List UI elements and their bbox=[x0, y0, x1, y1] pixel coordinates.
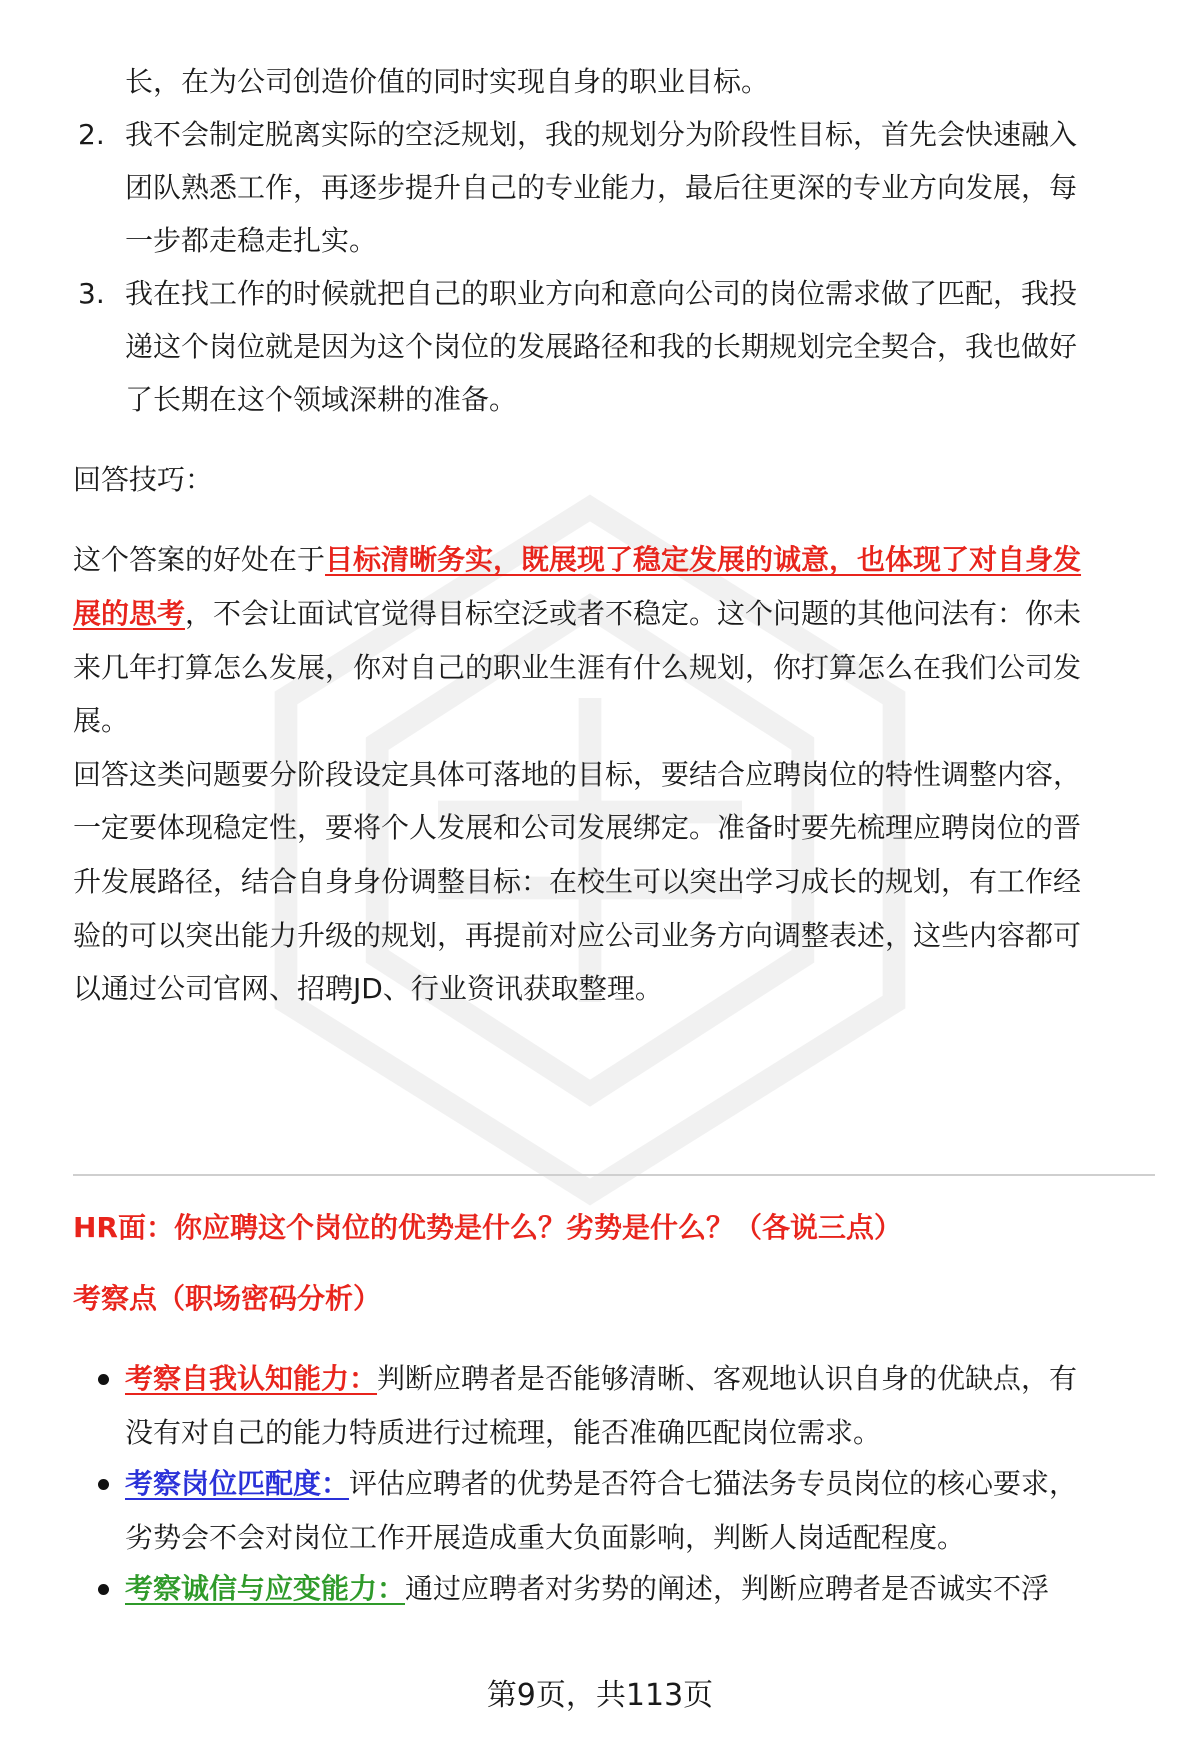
tips-para2-line-5: 以通过公司官网、招聘JD、行业资讯获取整理。 bbox=[73, 972, 663, 1005]
tips-para1-prefix: 这个答案的好处在于 bbox=[73, 543, 326, 576]
bullet-3-text: 通过应聘者对劣势的阐述，判断应聘者是否诚实不浮 bbox=[405, 1572, 1050, 1605]
list-item-2-line-1: 我不会制定脱离实际的空泛规划，我的规划分为阶段性目标，首先会快速融入 bbox=[125, 118, 1078, 151]
tips-para1-highlight-1: 目标清晰务实，既展现了稳定发展的诚意，也体现了对自身发 bbox=[325, 543, 1082, 576]
list-item-2-line-2: 团队熟悉工作，再逐步提升自己的专业能力，最后往更深的专业方向发展，每 bbox=[125, 171, 1078, 204]
bullet-1-line-2: 没有对自己的能力特质进行过梳理，能否准确匹配岗位需求。 bbox=[125, 1416, 882, 1449]
bullet-1-text: 判断应聘者是否能够清晰、客观地认识自身的优缺点，有 bbox=[377, 1362, 1078, 1395]
bullet-3-line-1 bbox=[125, 1569, 1049, 1609]
tips-para1-line-1 bbox=[73, 540, 1081, 580]
section-divider bbox=[73, 1174, 1155, 1176]
bullet-dot-3 bbox=[98, 1584, 109, 1595]
list-item-2-line-3: 一步都走稳走扎实。 bbox=[125, 224, 378, 257]
list-number-2: 2. bbox=[78, 118, 105, 151]
exam-points-heading: 考察点（职场密码分析） bbox=[73, 1282, 382, 1315]
tips-para2-line-2: 一定要体现稳定性，要将个人发展和公司发展绑定。准备时要先梳理应聘岗位的晋 bbox=[73, 811, 1082, 844]
list-item-1-line-1: 长，在为公司创造价值的同时实现自身的职业目标。 bbox=[125, 65, 770, 98]
bullet-2-line-1 bbox=[125, 1464, 1077, 1504]
list-item-3-line-3: 了长期在这个领域深耕的准备。 bbox=[125, 383, 518, 416]
bullet-2-text: 评估应聘者的优势是否符合七猫法务专员岗位的核心要求， bbox=[349, 1467, 1078, 1500]
tips-para2-line-1: 回答这类问题要分阶段设定具体可落地的目标，要结合应聘岗位的特性调整内容， bbox=[73, 758, 1082, 791]
tips-para1-highlight-2: 展的思考 bbox=[73, 597, 186, 630]
hr-question-heading: HR面：你应聘这个岗位的优势是什么？劣势是什么？（各说三点） bbox=[73, 1211, 902, 1244]
tips-heading: 回答技巧： bbox=[73, 463, 214, 496]
tips-para1-line-3: 来几年打算怎么发展，你对自己的职业生涯有什么规划，你打算怎么在我们公司发 bbox=[73, 651, 1082, 684]
bullet-3-label: 考察诚信与应变能力： bbox=[125, 1572, 406, 1605]
page-footer: 第9页，共113页 bbox=[486, 1678, 714, 1713]
bullet-1-label: 考察自我认知能力： bbox=[125, 1362, 378, 1395]
bullet-dot-2 bbox=[98, 1479, 109, 1490]
tips-para1-line-2 bbox=[73, 594, 1081, 634]
bullet-dot-1 bbox=[98, 1374, 109, 1385]
bullet-2-line-2: 劣势会不会对岗位工作开展造成重大负面影响，判断人岗适配程度。 bbox=[125, 1521, 966, 1554]
tips-para2-line-4: 验的可以突出能力升级的规划，再提前对应公司业务方向调整表述，这些内容都可 bbox=[73, 919, 1082, 952]
bullet-1-line-1 bbox=[125, 1359, 1077, 1399]
tips-para2-line-3: 升发展路径，结合自身身份调整目标：在校生可以突出学习成长的规划，有工作经 bbox=[73, 865, 1082, 898]
bullet-2-label: 考察岗位匹配度： bbox=[125, 1467, 350, 1500]
list-item-3-line-2: 递这个岗位就是因为这个岗位的发展路径和我的长期规划完全契合，我也做好 bbox=[125, 330, 1078, 363]
tips-para1-rest: ，不会让面试官觉得目标空泛或者不稳定。这个问题的其他问法有：你未 bbox=[185, 597, 1082, 630]
list-number-3: 3. bbox=[78, 277, 105, 310]
list-item-3-line-1: 我在找工作的时候就把自己的职业方向和意向公司的岗位需求做了匹配，我投 bbox=[125, 277, 1078, 310]
tips-para1-line-4: 展。 bbox=[73, 704, 130, 737]
shield-watermark-icon bbox=[210, 470, 970, 1230]
